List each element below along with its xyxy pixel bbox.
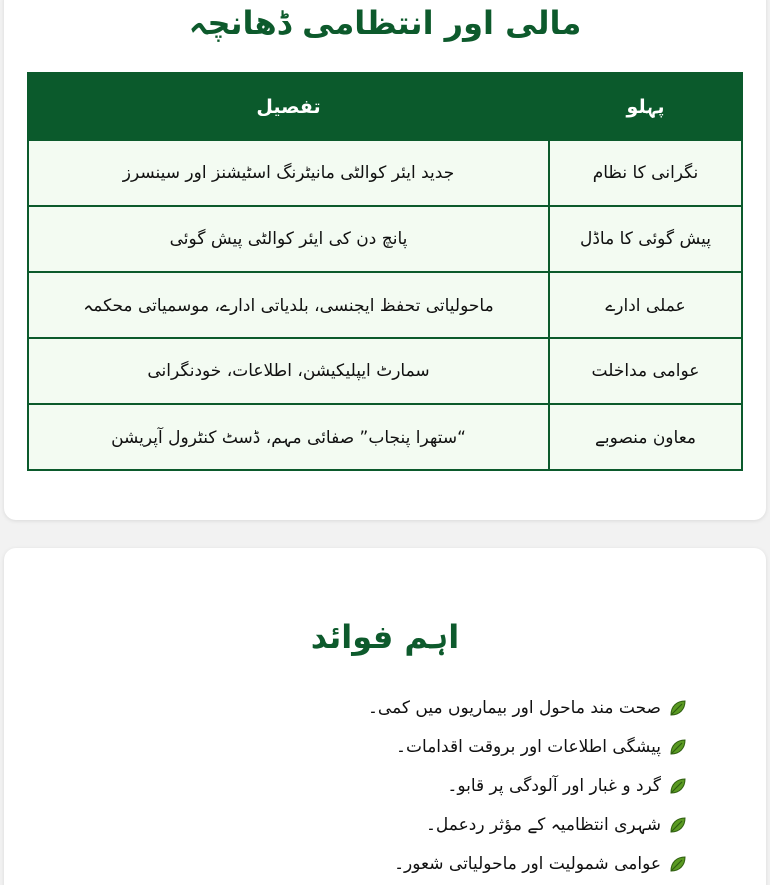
header-detail: تفصیل	[28, 73, 549, 140]
list-item	[368, 688, 688, 727]
table-row	[28, 140, 742, 206]
detail-cell: سمارٹ ایپلیکیشن، اطلاعات، خودنگرانی	[28, 338, 549, 404]
aspect-cell: نگرانی کا نظام	[549, 140, 742, 206]
leaf-icon	[668, 776, 688, 796]
list-item	[368, 766, 688, 805]
aspect-cell: عملی ادارے	[549, 272, 742, 338]
list-item	[368, 805, 688, 844]
list-item	[368, 727, 688, 766]
aspect-cell: معاون منصوبے	[549, 404, 742, 470]
framework-table	[27, 72, 743, 471]
benefit-text: شہری انتظامیہ کے مؤثر ردعمل۔	[425, 815, 661, 835]
benefit-text: صحت مند ماحول اور بیماریوں میں کمی۔	[367, 698, 661, 718]
detail-cell: “ستھرا پنجاب” صفائی مہم، ڈسٹ کنٹرول آپریشن	[28, 404, 549, 470]
leaf-icon	[668, 698, 688, 718]
leaf-icon	[668, 854, 688, 874]
table-row	[28, 338, 742, 404]
framework-title: مالی اور انتظامی ڈھانچہ	[188, 4, 582, 42]
aspect-cell: پیش گوئی کا ماڈل	[549, 206, 742, 272]
framework-card	[4, 0, 766, 520]
aspect-cell: عوامی مداخلت	[549, 338, 742, 404]
list-item	[368, 844, 688, 883]
detail-cell: جدید ایئر کوالٹی مانیٹرنگ اسٹیشنز اور سینسرز	[28, 140, 549, 206]
detail-cell: ماحولیاتی تحفظ ایجنسی، بلدیاتی ادارے، موسمیاتی محکمہ	[28, 272, 549, 338]
header-aspect: پہلو	[549, 73, 742, 140]
detail-cell: پانچ دن کی ایئر کوالٹی پیش گوئی	[28, 206, 549, 272]
benefit-text: پیشگی اطلاعات اور بروقت اقدامات۔	[396, 737, 661, 757]
benefits-title: اہم فوائد	[310, 618, 460, 656]
benefits-card	[4, 548, 766, 885]
benefit-text: عوامی شمولیت اور ماحولیاتی شعور۔	[394, 854, 661, 874]
table-row	[28, 404, 742, 470]
benefit-text: گرد و غبار اور آلودگی پر قابو۔	[447, 776, 661, 796]
table-row	[28, 272, 742, 338]
leaf-icon	[668, 815, 688, 835]
table-row	[28, 206, 742, 272]
benefits-list	[368, 688, 688, 883]
table-header-row	[28, 73, 742, 140]
leaf-icon	[668, 737, 688, 757]
